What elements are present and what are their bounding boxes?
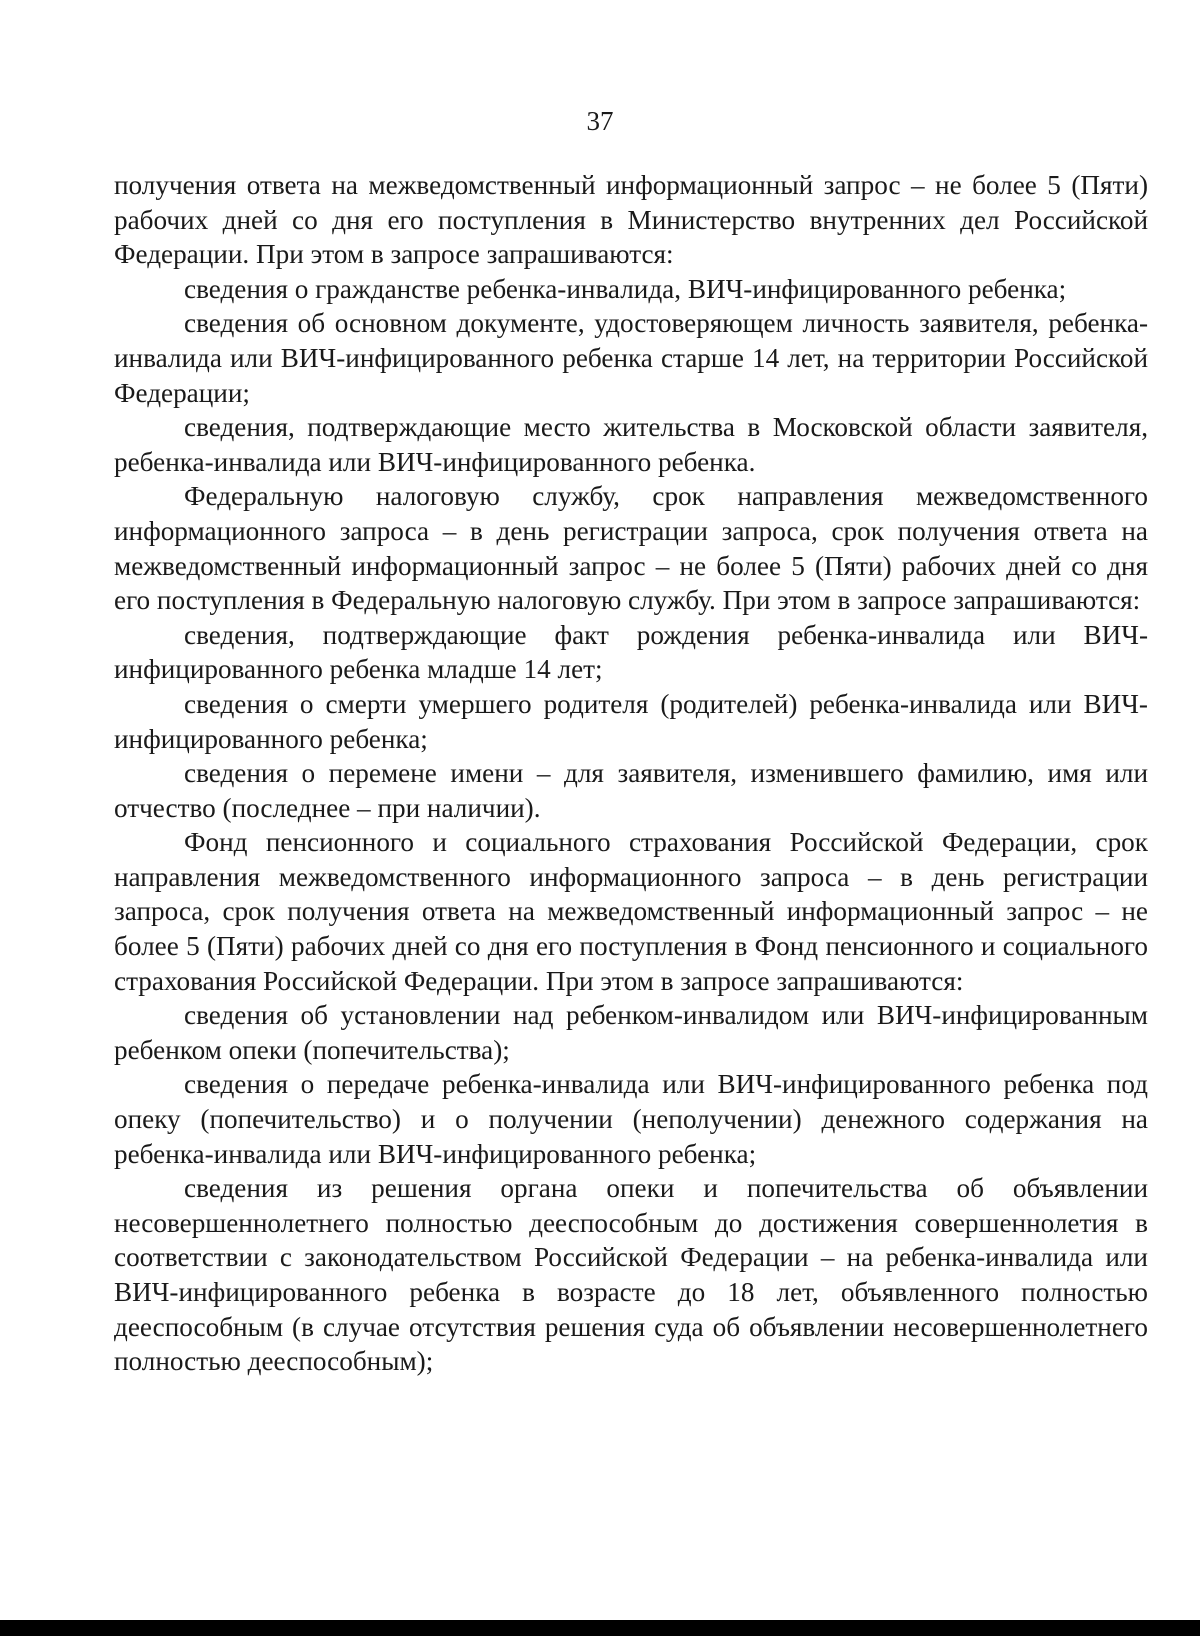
- scan-bottom-edge: [0, 1620, 1200, 1636]
- paragraph-parent-death: сведения о смерти умершего родителя (родителей) ребенка-инвалида или ВИЧ-инфицированного ребенка;: [114, 688, 1148, 754]
- document-body: [114, 168, 1148, 1379]
- paragraph-guardianship-transfer: сведения о передаче ребенка-инвалида или ВИЧ-инфицированного ребенка под опеку (попечительство) и о получении (неполучении) денежного содержания на ребенка-инвалида или ВИЧ-инфицированного ребенка;: [114, 1069, 1148, 1169]
- paragraph-tax-service: Федеральную налоговую службу, срок направления межведомственного информационного запроса – в день регистрации запроса, срок получения ответа на межведомственный информационный запрос – не более 5 (Пяти) рабочих дней со дня его поступления в Федеральную налоговую службу. При этом в запросе запрашиваются:: [114, 481, 1148, 616]
- paragraph-birth-fact: сведения, подтверждающие факт рождения ребенка-инвалида или ВИЧ-инфицированного ребенка младше 14 лет;: [114, 619, 1148, 685]
- paragraph-residence: сведения, подтверждающие место жительства в Московской области заявителя, ребенка-инвалида или ВИЧ-инфицированного ребенка.: [114, 412, 1148, 477]
- paragraph-emancipation: сведения из решения органа опеки и попечительства об объявлении несовершеннолетнего полностью дееспособным до достижения совершеннолетия в соответствии с законодательством Российской Федерации – на ребенка-инвалида или ВИЧ-инфицированного ребенка в возрасте до 18 лет, объявленного полностью дееспособным (в случае отсутствия решения суда об объявлении несовершеннолетнего полностью дееспособным);: [114, 1173, 1148, 1377]
- paragraph-mvd-continuation: получения ответа на межведомственный информационный запрос – не более 5 (Пяти) рабочих дней со дня его поступления в Министерство внутренних дел Российской Федерации. При этом в запросе запрашиваются:: [114, 170, 1148, 270]
- paragraph-guardianship: сведения об установлении над ребенком-инвалидом или ВИЧ-инфицированным ребенком опеки (попечительства);: [114, 1000, 1148, 1065]
- paragraph-pension-fund: Фонд пенсионного и социального страхования Российской Федерации, срок направления межведомственного информационного запроса – в день регистрации запроса, срок получения ответа на межведомственный информационный запрос – не более 5 (Пяти) рабочих дней со дня его поступления в Фонд пенсионного и социального страхования Российской Федерации. При этом в запросе запрашиваются:: [114, 827, 1148, 996]
- paragraph-identity-document: сведения об основном документе, удостоверяющем личность заявителя, ребенка-инвалида или ВИЧ-инфицированного ребенка старше 14 лет, на территории Российской Федерации;: [114, 308, 1148, 408]
- paragraph-citizenship: сведения о гражданстве ребенка-инвалида, ВИЧ-инфицированного ребенка;: [184, 273, 1067, 304]
- paragraph-name-change: сведения о перемене имени – для заявителя, изменившего фамилию, имя или отчество (последнее – при наличии).: [114, 758, 1148, 823]
- page-number: 37: [586, 106, 614, 136]
